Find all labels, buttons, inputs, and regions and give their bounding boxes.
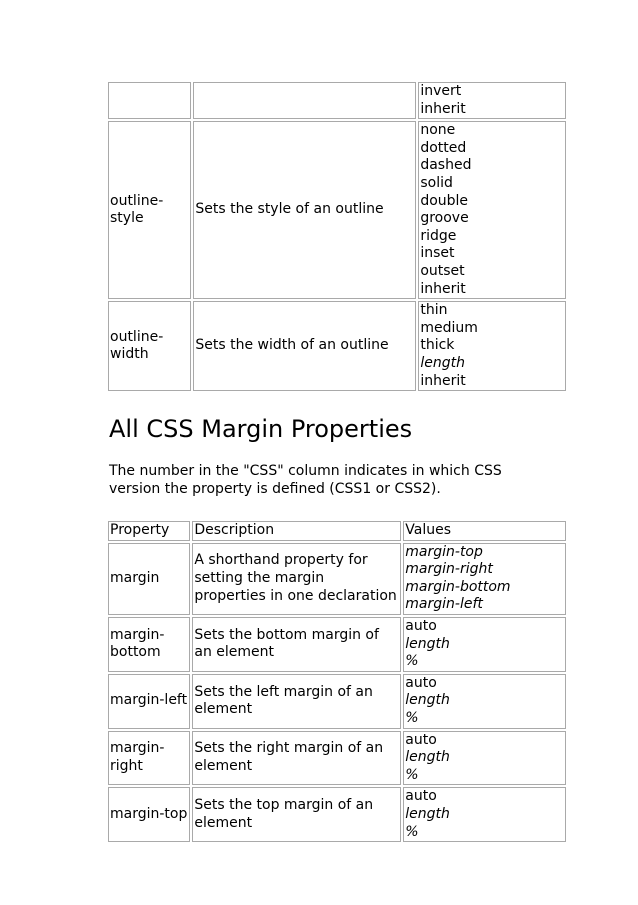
value-item: margin-bottom [405, 578, 511, 595]
property-name: margin-bottom [110, 626, 165, 661]
property-name: margin [110, 569, 160, 586]
value-item: length [405, 692, 450, 709]
value-item: invert [420, 83, 462, 99]
property-name: margin-top [110, 805, 188, 822]
value-item: medium [420, 319, 478, 336]
table-row [108, 617, 566, 672]
value-item: dotted [420, 139, 467, 156]
value-item: % [405, 709, 419, 726]
value-item: thin [420, 302, 448, 319]
value-item: outset [420, 262, 465, 279]
property-description: Sets the top margin of an element [194, 797, 374, 831]
table-row [108, 301, 566, 391]
value-item: inherit [420, 280, 466, 297]
property-values [419, 83, 565, 118]
property-values [404, 618, 565, 671]
value-item: length [405, 635, 450, 652]
value-item: % [405, 766, 419, 783]
property-values [404, 675, 565, 728]
value-item: inherit [420, 100, 466, 117]
value-item: % [405, 653, 419, 670]
property-values [404, 544, 565, 614]
value-item: margin-right [405, 561, 493, 578]
table-header-row [108, 521, 566, 541]
property-name: margin-right [110, 740, 165, 774]
value-item: thick [420, 337, 455, 354]
property-values [419, 122, 565, 298]
value-item: auto [405, 674, 437, 691]
property-description: Sets the left margin of an element [194, 683, 373, 718]
value-item: length [420, 354, 465, 371]
table-row [108, 121, 566, 299]
value-item: ridge [420, 227, 457, 244]
table-row [108, 731, 566, 786]
value-item: length [405, 749, 450, 766]
value-item: auto [405, 731, 437, 748]
value-item: dashed [420, 157, 472, 174]
outline-properties-table [106, 80, 568, 393]
value-item: inset [420, 245, 455, 262]
value-item: % [405, 823, 419, 840]
value-item: inherit [420, 372, 466, 389]
property-description: Sets the right margin of an element [194, 740, 384, 774]
value-item: groove [420, 210, 469, 227]
table-row [108, 674, 566, 729]
property-description: A shorthand property for setting the margin properties in one declaration [194, 552, 397, 604]
value-item: none [420, 122, 456, 139]
header-property: Property [110, 522, 170, 538]
table-row [108, 82, 566, 119]
property-values [419, 302, 565, 390]
table-row [108, 543, 566, 615]
value-item: margin-left [405, 596, 483, 613]
header-description: Description [194, 522, 275, 538]
section-intro: The number in the "CSS" column indicates in which CSS version the property is defined (CSS1 or CSS2). [109, 463, 502, 497]
value-item: double [420, 192, 469, 209]
property-name: outline-width [110, 328, 164, 363]
property-name: margin-left [110, 692, 188, 709]
property-name: outline-style [110, 192, 164, 227]
property-description: Sets the width of an outline [195, 337, 389, 354]
value-item: auto [405, 617, 437, 634]
value-item: length [405, 805, 450, 822]
property-values [404, 788, 565, 841]
value-item: solid [420, 174, 453, 191]
table-row [108, 787, 566, 842]
margin-properties-table [106, 519, 568, 844]
value-item: auto [405, 788, 437, 805]
property-description: Sets the bottom margin of an element [194, 626, 379, 661]
property-values [404, 732, 565, 785]
value-item: margin-top [405, 543, 483, 560]
section-title: All CSS Margin Properties [109, 415, 413, 443]
property-description: Sets the style of an outline [195, 201, 384, 218]
header-values: Values [405, 522, 452, 538]
